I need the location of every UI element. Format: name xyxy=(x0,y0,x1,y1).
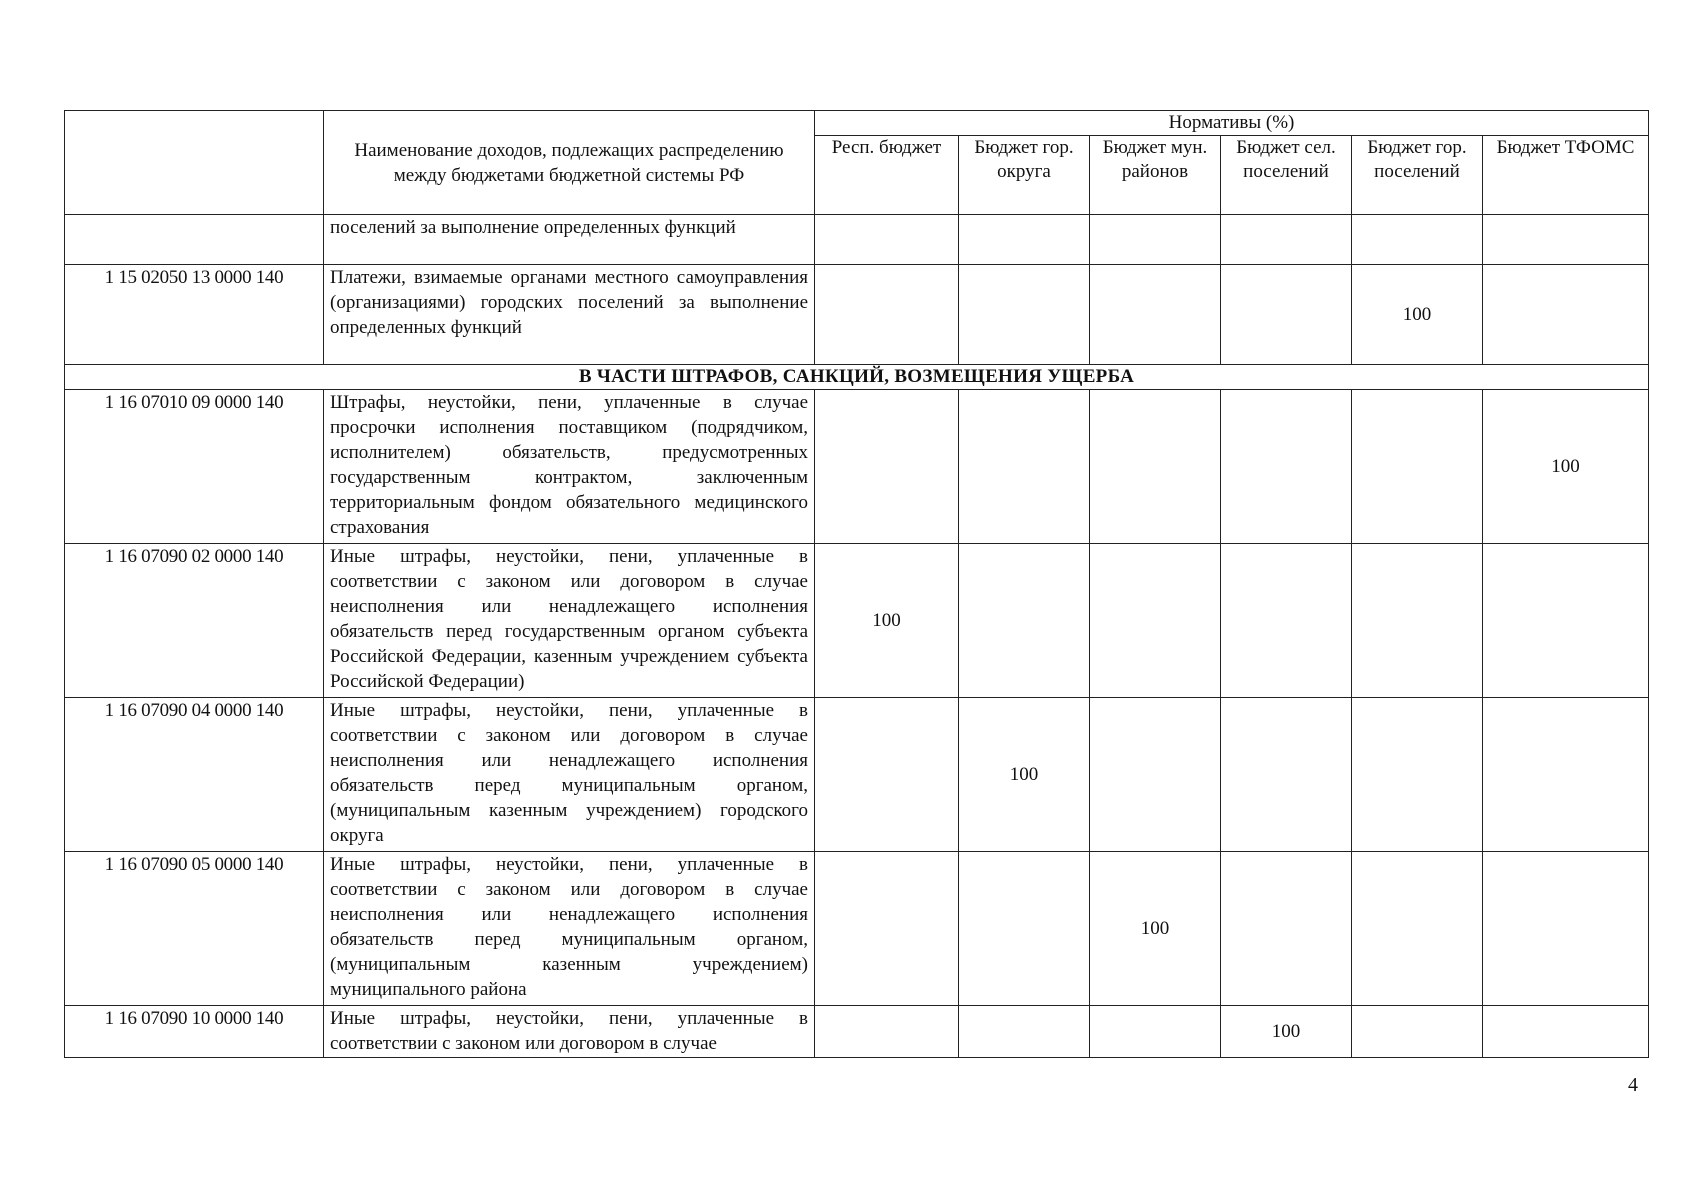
value-resp-budget xyxy=(815,1006,959,1058)
value-city-district-budget xyxy=(959,1006,1090,1058)
revenue-distribution-table xyxy=(64,110,1649,1058)
row-name: Иные штрафы, неустойки, пени, уплаченные в соответствии с законом или договором в случае неисполнения или ненадлежащего исполнения обязательств перед государственным органом субъекта Российской Федерации, казенным учреждением субъекта Российской Федерации) xyxy=(324,544,815,698)
value-tfoms-budget xyxy=(1483,852,1649,1006)
column-header-urban-settlements-budget: Бюджет гор. поселений xyxy=(1352,136,1483,215)
value-resp-budget: 100 xyxy=(815,544,959,698)
value-rural-settlements-budget xyxy=(1221,215,1352,265)
table-row xyxy=(65,1006,1649,1058)
value-rural-settlements-budget xyxy=(1221,265,1352,365)
table-row xyxy=(65,698,1649,852)
row-name: Иные штрафы, неустойки, пени, уплаченные в соответствии с законом или договором в случае xyxy=(324,1006,815,1058)
row-code: 1 16 07090 10 0000 140 xyxy=(65,1006,324,1058)
section-title: В ЧАСТИ ШТРАФОВ, САНКЦИЙ, ВОЗМЕЩЕНИЯ УЩЕРБА xyxy=(65,365,1649,390)
value-city-district-budget xyxy=(959,265,1090,365)
value-resp-budget xyxy=(815,698,959,852)
value-resp-budget xyxy=(815,852,959,1006)
value-tfoms-budget xyxy=(1483,698,1649,852)
column-header-tfoms-budget: Бюджет ТФОМС xyxy=(1483,136,1649,215)
row-code: 1 16 07090 02 0000 140 xyxy=(65,544,324,698)
row-code xyxy=(65,215,324,265)
column-header-municipal-districts-budget: Бюджет мун. районов xyxy=(1090,136,1221,215)
value-rural-settlements-budget: 100 xyxy=(1221,1006,1352,1058)
value-city-district-budget: 100 xyxy=(959,698,1090,852)
value-municipal-districts-budget xyxy=(1090,265,1221,365)
value-city-district-budget xyxy=(959,852,1090,1006)
value-city-district-budget xyxy=(959,390,1090,544)
value-rural-settlements-budget xyxy=(1221,544,1352,698)
row-name: Платежи, взимаемые органами местного самоуправления (организациями) городских поселений за выполнение определенных функций xyxy=(324,265,815,365)
row-code: 1 16 07010 09 0000 140 xyxy=(65,390,324,544)
value-tfoms-budget xyxy=(1483,215,1649,265)
value-rural-settlements-budget xyxy=(1221,698,1352,852)
row-name: Иные штрафы, неустойки, пени, уплаченные в соответствии с законом или договором в случае неисполнения или ненадлежащего исполнения обязательств перед муниципальным органом, (муниципальным казенным учреждением) городского округа xyxy=(324,698,815,852)
value-rural-settlements-budget xyxy=(1221,852,1352,1006)
normatives-header: Нормативы (%) xyxy=(815,111,1649,136)
value-tfoms-budget: 100 xyxy=(1483,390,1649,544)
value-city-district-budget xyxy=(959,544,1090,698)
row-name: Штрафы, неустойки, пени, уплаченные в случае просрочки исполнения поставщиком (подрядчиком, исполнителем) обязательств, предусмотренных государственным контрактом, заключенным территориальным фондом обязательного медицинского страхования xyxy=(324,390,815,544)
value-municipal-districts-budget xyxy=(1090,215,1221,265)
value-resp-budget xyxy=(815,265,959,365)
row-code: 1 15 02050 13 0000 140 xyxy=(65,265,324,365)
value-urban-settlements-budget xyxy=(1352,1006,1483,1058)
value-resp-budget xyxy=(815,390,959,544)
value-urban-settlements-budget xyxy=(1352,544,1483,698)
code-column-header xyxy=(65,111,324,215)
row-name: поселений за выполнение определенных функций xyxy=(324,215,815,265)
value-rural-settlements-budget xyxy=(1221,390,1352,544)
name-column-header: Наименование доходов, подлежащих распределению между бюджетами бюджетной системы РФ xyxy=(324,111,815,215)
value-urban-settlements-budget xyxy=(1352,852,1483,1006)
column-header-resp-budget: Респ. бюджет xyxy=(815,136,959,215)
value-urban-settlements-budget: 100 xyxy=(1352,265,1483,365)
value-urban-settlements-budget xyxy=(1352,698,1483,852)
table-row xyxy=(65,390,1649,544)
column-header-rural-settlements-budget: Бюджет сел. поселений xyxy=(1221,136,1352,215)
value-municipal-districts-budget xyxy=(1090,390,1221,544)
value-tfoms-budget xyxy=(1483,544,1649,698)
value-municipal-districts-budget xyxy=(1090,544,1221,698)
value-urban-settlements-budget xyxy=(1352,215,1483,265)
table-row xyxy=(65,265,1649,365)
value-urban-settlements-budget xyxy=(1352,390,1483,544)
section-header-row xyxy=(65,365,1649,390)
row-name: Иные штрафы, неустойки, пени, уплаченные в соответствии с законом или договором в случае неисполнения или ненадлежащего исполнения обязательств перед муниципальным органом, (муниципальным казенным учреждением) муниципального района xyxy=(324,852,815,1006)
row-code: 1 16 07090 04 0000 140 xyxy=(65,698,324,852)
row-code: 1 16 07090 05 0000 140 xyxy=(65,852,324,1006)
value-municipal-districts-budget xyxy=(1090,1006,1221,1058)
column-header-city-district-budget: Бюджет гор. округа xyxy=(959,136,1090,215)
value-resp-budget xyxy=(815,215,959,265)
value-city-district-budget xyxy=(959,215,1090,265)
table-row xyxy=(65,544,1649,698)
table-row xyxy=(65,852,1649,1006)
value-tfoms-budget xyxy=(1483,1006,1649,1058)
header-row-top xyxy=(65,111,1649,136)
value-municipal-districts-budget: 100 xyxy=(1090,852,1221,1006)
value-tfoms-budget xyxy=(1483,265,1649,365)
table-row xyxy=(65,215,1649,265)
value-municipal-districts-budget xyxy=(1090,698,1221,852)
page-number: 4 xyxy=(1628,1074,1638,1096)
